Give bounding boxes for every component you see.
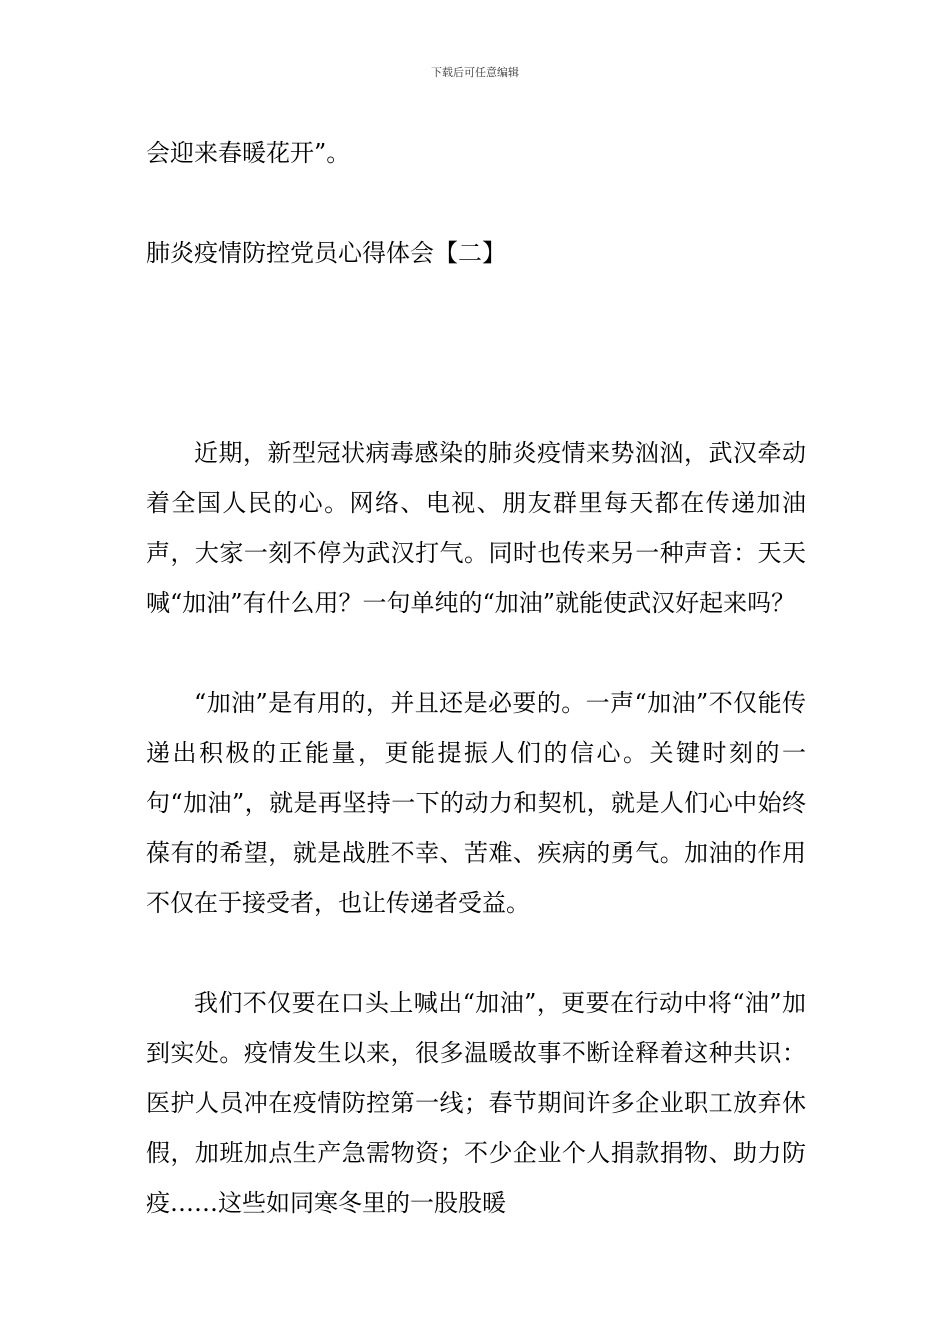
paragraph-2: “加油”是有用的，并且还是必要的。一声“加油”不仅能传递出积极的正能量，更能提振人们的信心。关键时刻的一句“加油”，就是再坚持一下的动力和契机，就是人们心中始终葆有的希望，就是战胜不幸、苦难、疾病的勇气。加油的作用不仅在于接受者，也让传递者受益。 bbox=[146, 689, 806, 917]
header-note: 下载后可任意编辑 bbox=[431, 66, 519, 79]
paragraph-1: 近期，新型冠状病毒感染的肺炎疫情来势汹汹，武汉牵动着全国人民的心。网络、电视、朋友群里每天都在传递加油声，大家一刻不停为武汉打气。同时也传来另一种声音：天天喊“加油”有什么用？一句单纯的“加油”就能使武汉好起来吗？ bbox=[146, 439, 806, 617]
paragraph-3: 我们不仅要在口头上喊出“加油”，更要在行动中将“油”加到实处。疫情发生以来，很多温暖故事不断诠释着这种共识：医护人员冲在疫情防控第一线；春节期间许多企业职工放弃休假，加班加点生产急需物资；不少企业个人捐款捐物、助力防疫……这些如同寒冬里的一股股暖 bbox=[146, 989, 806, 1217]
document-body bbox=[146, 128, 806, 1228]
continuation-line: 会迎来春暖花开”。 bbox=[146, 139, 351, 167]
section-title: 肺炎疫情防控党员心得体会【二】 bbox=[146, 239, 506, 267]
